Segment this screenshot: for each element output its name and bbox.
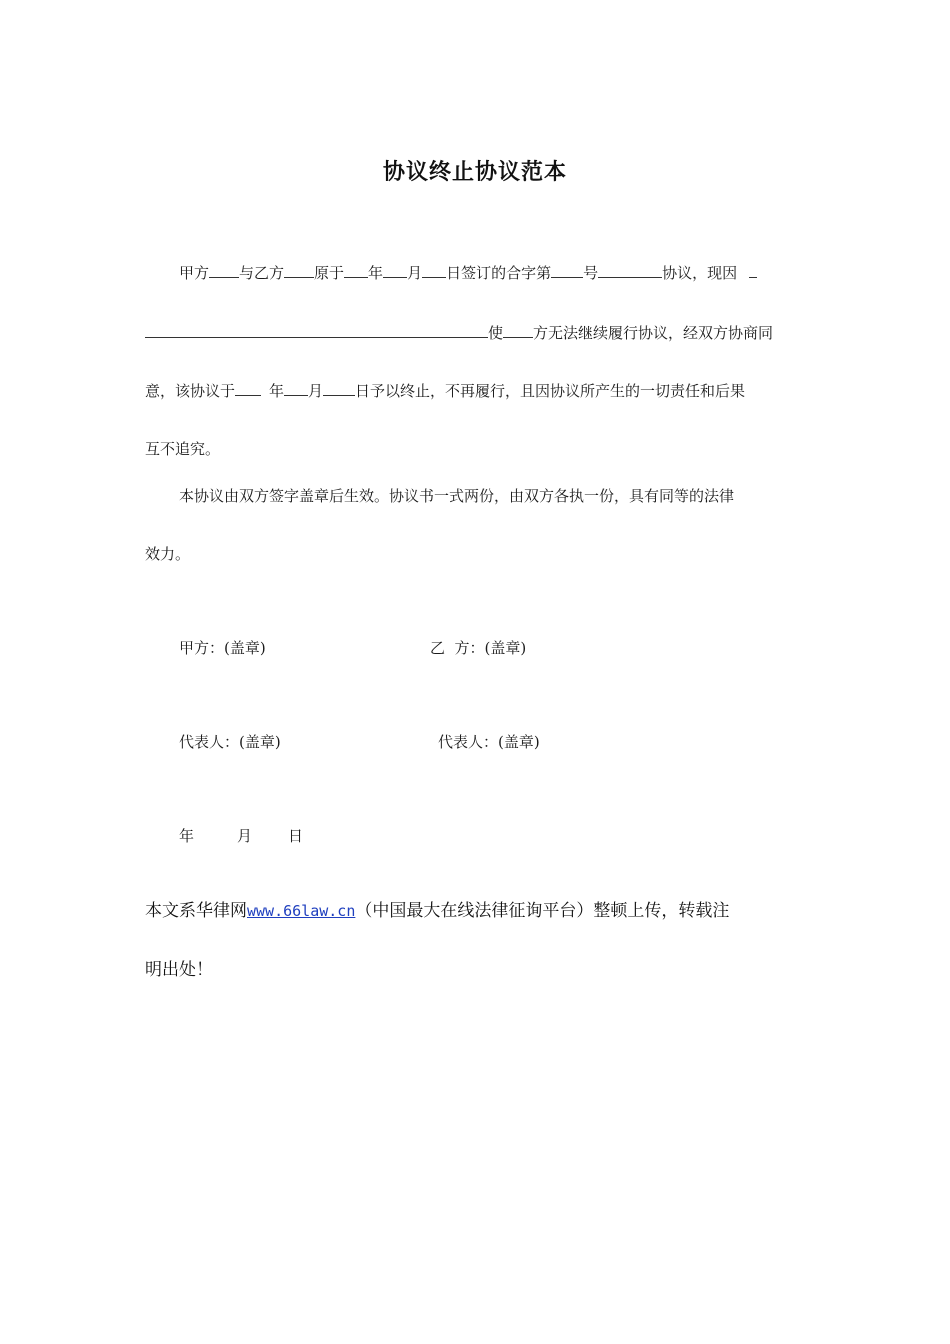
para2-line2: 效力。 <box>145 545 191 563</box>
para1-line3 <box>145 380 807 401</box>
para2-line1: 本协议由双方签字盖章后生效。协议书一式两份，由双方各执一份，具有同等的法律 <box>179 487 735 505</box>
blank-year <box>344 263 368 278</box>
blank-contract-no <box>551 263 583 278</box>
text: 年 <box>368 264 384 282</box>
text: 号 <box>583 264 599 282</box>
rep-b-seal: 代表人：(盖章) <box>438 733 540 751</box>
site-link[interactable]: www.66law.cn <box>247 902 356 920</box>
footer-prefix: 本文系华律网 <box>145 901 247 921</box>
blank-reason-start <box>749 263 757 278</box>
text: 甲方 <box>179 264 210 282</box>
date-month: 月 <box>237 827 253 845</box>
date-year: 年 <box>179 827 195 845</box>
para1-line1 <box>179 262 807 283</box>
para1-line4: 互不追究。 <box>145 440 221 458</box>
blank-month <box>383 263 407 278</box>
text: 意，该协议于 <box>145 382 236 400</box>
blank-end-day <box>323 381 355 396</box>
blank-party-a <box>209 263 239 278</box>
blank-agreement <box>598 263 662 278</box>
footer-suffix: （中国最大在线法律征询平台）整顿上传，转载注 <box>355 901 730 921</box>
text: 年 <box>269 382 285 400</box>
blank-party-b <box>284 263 314 278</box>
text: 协议，现因 <box>662 264 738 282</box>
text: 日予以终止，不再履行，且因协议所产生的一切责任和后果 <box>355 382 746 400</box>
document-title: 协议终止协议范本 <box>382 160 567 185</box>
text: 方无法继续履行协议，经双方协商同 <box>533 324 774 342</box>
text: 使 <box>488 324 504 342</box>
blank-party <box>503 323 533 338</box>
text: 与乙方 <box>239 264 285 282</box>
blank-end-month <box>284 381 308 396</box>
blank-reason <box>145 323 488 338</box>
footer-line2: 明出处！ <box>145 960 213 980</box>
text: 原于 <box>314 264 345 282</box>
blank-end-year <box>235 381 261 396</box>
footer-line1 <box>145 896 807 921</box>
text: 月 <box>407 264 423 282</box>
blank-day <box>422 263 446 278</box>
text: 日签订的合字第 <box>446 264 552 282</box>
rep-a-seal: 代表人：(盖章) <box>179 733 281 751</box>
para1-line2 <box>145 322 807 343</box>
text: 月 <box>308 382 324 400</box>
date-day: 日 <box>288 827 304 845</box>
party-a-seal: 甲方：(盖章) <box>179 639 266 657</box>
party-b-seal: 乙 方：(盖章) <box>430 639 527 657</box>
